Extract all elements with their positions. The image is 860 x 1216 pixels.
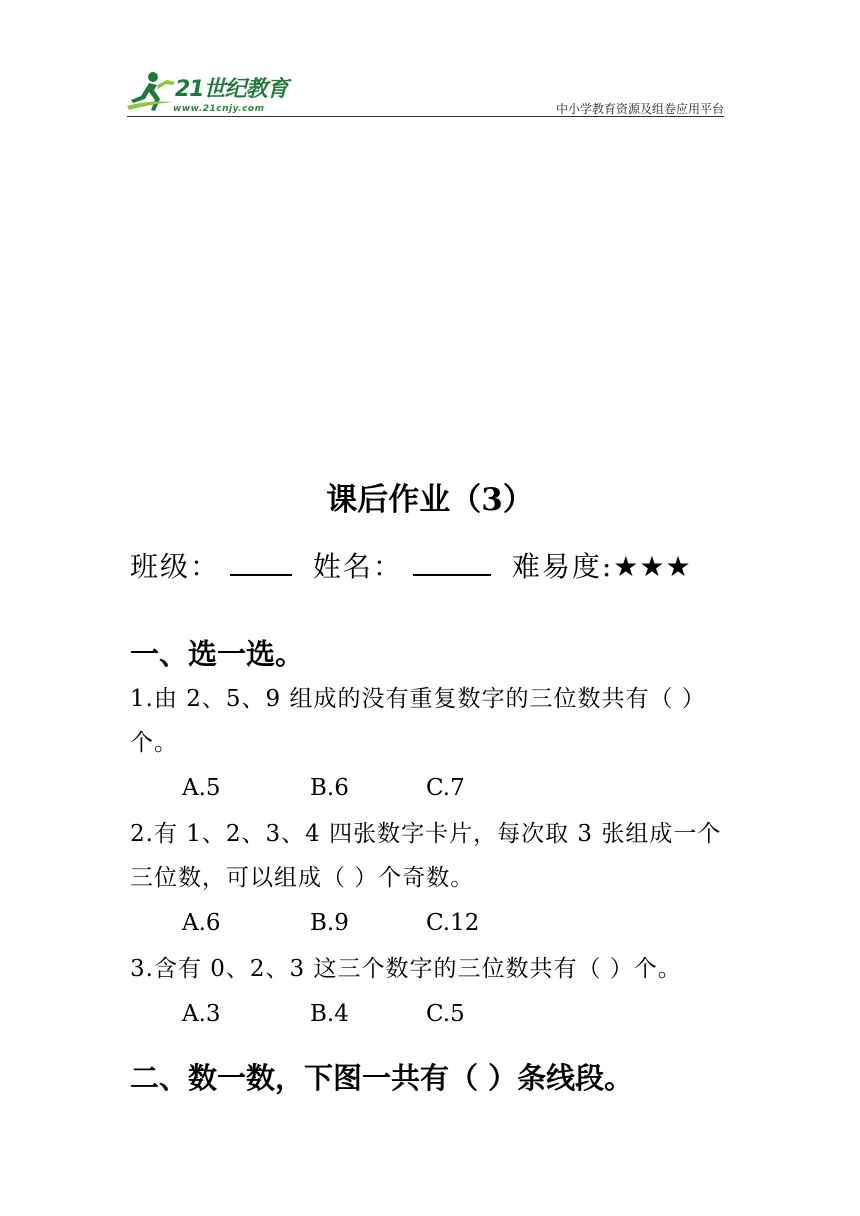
section2-heading: 二、数一数，下图一共有（ ）条线段。 [130, 1061, 634, 1095]
header-tagline: 中小学教育资源及组卷应用平台 [555, 102, 724, 116]
header-divider [127, 116, 724, 117]
option-c: C.7 [426, 775, 465, 801]
option-b: B.9 [310, 910, 349, 936]
question-1-line2: 个。 [130, 730, 178, 756]
option-a: A.6 [182, 910, 221, 936]
logo-text: 21世纪教育 [175, 77, 288, 102]
logo [127, 70, 297, 114]
option-a: A.3 [182, 1001, 221, 1027]
option-a: A.5 [182, 775, 221, 801]
section1-heading: 一、选一选。 [130, 637, 305, 671]
option-c: C.12 [426, 910, 480, 936]
question-1-line1: 1.由 2、5、9 组成的没有重复数字的三位数共有（ ） [130, 686, 706, 712]
page-title: 课后作业（3） [326, 482, 534, 518]
option-b: B.4 [310, 1001, 349, 1027]
page-header [127, 66, 724, 118]
name-label: 姓名： [312, 550, 403, 583]
option-b: B.6 [310, 775, 349, 801]
class-blank [230, 544, 292, 576]
difficulty-label: 难易度: [511, 550, 614, 583]
logo-url: www.21cnjy.com [173, 104, 265, 114]
name-blank [413, 544, 491, 576]
question-2-line2: 三位数，可以组成（ ）个奇数。 [130, 865, 475, 891]
question-3-line1: 3.含有 0、2、3 这三个数字的三位数共有（ ）个。 [130, 956, 682, 982]
class-label: 班级： [130, 550, 221, 583]
option-c: C.5 [426, 1001, 465, 1027]
difficulty-stars: ★★★ [613, 550, 692, 583]
question-2-line1: 2.有 1、2、3、4 四张数字卡片，每次取 3 张组成一个 [130, 821, 722, 847]
student-info-line [130, 544, 692, 587]
